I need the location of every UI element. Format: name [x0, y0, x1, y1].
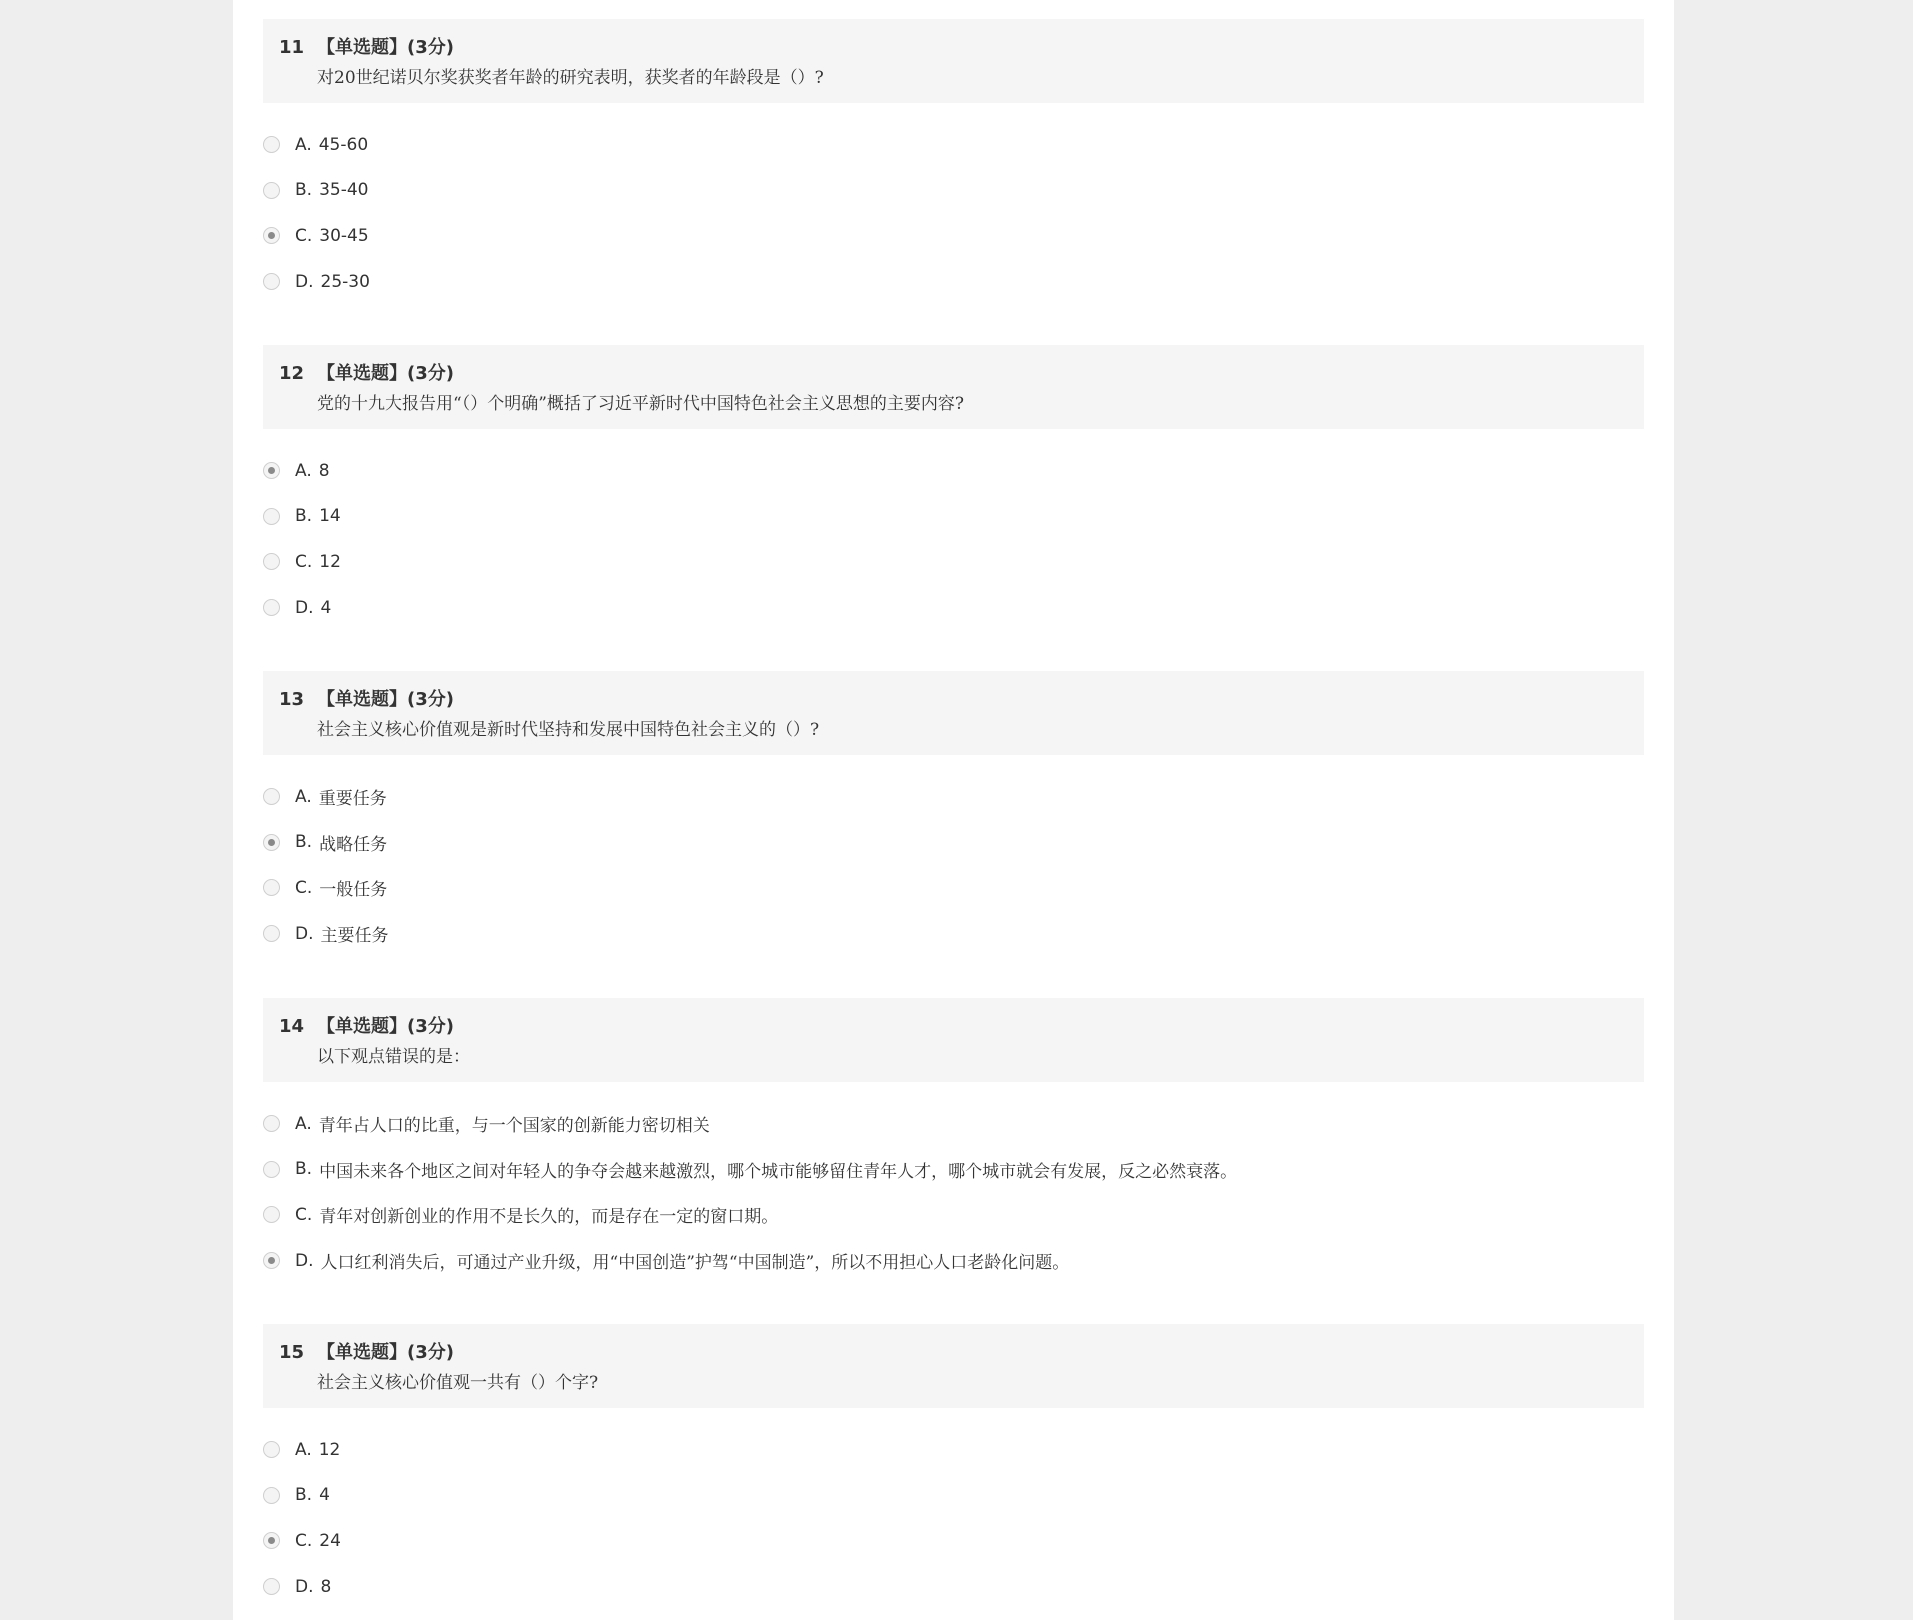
options-list: [263, 774, 1644, 956]
radio-button[interactable]: [263, 227, 280, 244]
question-13: [263, 671, 1644, 956]
option-key: A.: [295, 1113, 312, 1134]
question-11: [263, 19, 1644, 304]
option-text: 30-45: [319, 225, 369, 246]
options-list: [263, 448, 1644, 630]
question-number: 14: [279, 1016, 305, 1037]
option-a[interactable]: [263, 122, 1644, 168]
question-header: [263, 998, 1644, 1082]
option-d[interactable]: [263, 1238, 1644, 1284]
question-score: (3分): [407, 689, 454, 710]
option-b[interactable]: [263, 1473, 1644, 1519]
quiz-page: [233, 0, 1674, 1620]
radio-button[interactable]: [263, 1252, 280, 1269]
option-a[interactable]: [263, 448, 1644, 494]
option-key: C.: [295, 877, 313, 898]
option-text: 8: [320, 1576, 332, 1597]
option-text: 一般任务: [319, 880, 388, 901]
option-b[interactable]: [263, 820, 1644, 866]
question-score: (3分): [407, 363, 454, 384]
question-text: 党的十九大报告用“（）个明确”概括了习近平新时代中国特色社会主义思想的主要内容?: [317, 394, 964, 414]
question-14: [263, 998, 1644, 1283]
option-a[interactable]: [263, 774, 1644, 820]
options-list: [263, 1427, 1644, 1609]
question-text: 以下观点错误的是：: [317, 1047, 470, 1067]
radio-button[interactable]: [263, 1578, 280, 1595]
option-key: D.: [295, 1576, 314, 1597]
radio-button[interactable]: [263, 788, 280, 805]
question-type: 【单选题】: [317, 37, 407, 58]
radio-button[interactable]: [263, 1532, 280, 1549]
question-number: 13: [279, 689, 305, 710]
option-key: B.: [295, 1159, 313, 1180]
question-text: 对20世纪诺贝尔奖获奖者年龄的研究表明，获奖者的年龄段是（）?: [317, 68, 824, 88]
option-key: B.: [295, 180, 313, 201]
option-c[interactable]: [263, 865, 1644, 911]
option-key: A.: [295, 1439, 312, 1460]
option-text: 14: [319, 506, 341, 527]
option-b[interactable]: [263, 168, 1644, 214]
option-key: B.: [295, 506, 313, 527]
option-text: 中国未来各个地区之间对年轻人的争夺会越来越激烈，哪个城市能够留住青年人才，哪个城市就会有发展，反之必然衰落。: [319, 1161, 1238, 1182]
option-key: D.: [295, 597, 314, 618]
radio-button[interactable]: [263, 599, 280, 616]
option-key: A.: [295, 134, 312, 155]
question-score: (3分): [407, 37, 454, 58]
option-text: 重要任务: [318, 789, 387, 810]
option-key: B.: [295, 832, 313, 853]
question-number: 15: [279, 1342, 305, 1363]
radio-button[interactable]: [263, 182, 280, 199]
question-header: [263, 19, 1644, 103]
radio-button[interactable]: [263, 508, 280, 525]
option-a[interactable]: [263, 1101, 1644, 1147]
option-key: C.: [295, 1530, 313, 1551]
options-list: [263, 122, 1644, 304]
option-text: 4: [320, 597, 332, 618]
option-key: D.: [295, 271, 314, 292]
radio-button[interactable]: [263, 1206, 280, 1223]
radio-button[interactable]: [263, 136, 280, 153]
question-type: 【单选题】: [317, 1016, 407, 1037]
option-text: 45-60: [318, 134, 369, 155]
radio-button[interactable]: [263, 1441, 280, 1458]
question-type: 【单选题】: [317, 689, 407, 710]
radio-button[interactable]: [263, 1487, 280, 1504]
option-c[interactable]: [263, 1518, 1644, 1564]
option-c[interactable]: [263, 539, 1644, 585]
option-b[interactable]: [263, 494, 1644, 540]
radio-button[interactable]: [263, 879, 280, 896]
options-list: [263, 1101, 1644, 1283]
radio-button[interactable]: [263, 462, 280, 479]
option-d[interactable]: [263, 259, 1644, 305]
radio-button[interactable]: [263, 553, 280, 570]
radio-button[interactable]: [263, 1115, 280, 1132]
question-15: [263, 1324, 1644, 1609]
radio-button[interactable]: [263, 273, 280, 290]
option-key: B.: [295, 1485, 313, 1506]
question-type: 【单选题】: [317, 363, 407, 384]
option-a[interactable]: [263, 1427, 1644, 1473]
option-d[interactable]: [263, 911, 1644, 957]
option-b[interactable]: [263, 1147, 1644, 1193]
option-text: 战略任务: [319, 834, 388, 855]
option-text: 青年对创新创业的作用不是长久的，而是存在一定的窗口期。: [319, 1207, 779, 1228]
question-header: [263, 345, 1644, 429]
option-text: 12: [318, 1439, 341, 1460]
option-text: 35-40: [319, 180, 369, 201]
option-text: 青年占人口的比重，与一个国家的创新能力密切相关: [318, 1116, 710, 1137]
option-d[interactable]: [263, 1564, 1644, 1610]
option-text: 8: [318, 460, 330, 481]
option-key: C.: [295, 225, 313, 246]
question-header: [263, 671, 1644, 755]
option-key: A.: [295, 460, 312, 481]
option-c[interactable]: [263, 1192, 1644, 1238]
radio-button[interactable]: [263, 834, 280, 851]
option-text: 4: [319, 1485, 330, 1506]
question-score: (3分): [407, 1342, 454, 1363]
option-key: C.: [295, 1204, 313, 1225]
question-text: 社会主义核心价值观是新时代坚持和发展中国特色社会主义的（）?: [317, 720, 820, 740]
option-text: 主要任务: [320, 926, 389, 947]
option-text: 12: [319, 551, 341, 572]
radio-button[interactable]: [263, 1161, 280, 1178]
option-key: A.: [295, 786, 312, 807]
question-header: [263, 1324, 1644, 1408]
option-c[interactable]: [263, 213, 1644, 259]
option-text: 24: [319, 1530, 341, 1551]
question-number: 11: [279, 37, 305, 58]
option-text: 人口红利消失后，可通过产业升级，用“中国创造”护驾“中国制造”，所以不用担心人口老龄化问题。: [320, 1253, 1070, 1274]
question-number: 12: [279, 363, 305, 384]
option-text: 25-30: [320, 271, 370, 292]
question-score: (3分): [407, 1016, 454, 1037]
question-text: 社会主义核心价值观一共有（）个字?: [317, 1373, 599, 1393]
option-key: D.: [295, 923, 314, 944]
option-d[interactable]: [263, 585, 1644, 631]
question-12: [263, 345, 1644, 630]
question-type: 【单选题】: [317, 1342, 407, 1363]
option-key: D.: [295, 1250, 314, 1271]
radio-button[interactable]: [263, 925, 280, 942]
option-key: C.: [295, 551, 313, 572]
